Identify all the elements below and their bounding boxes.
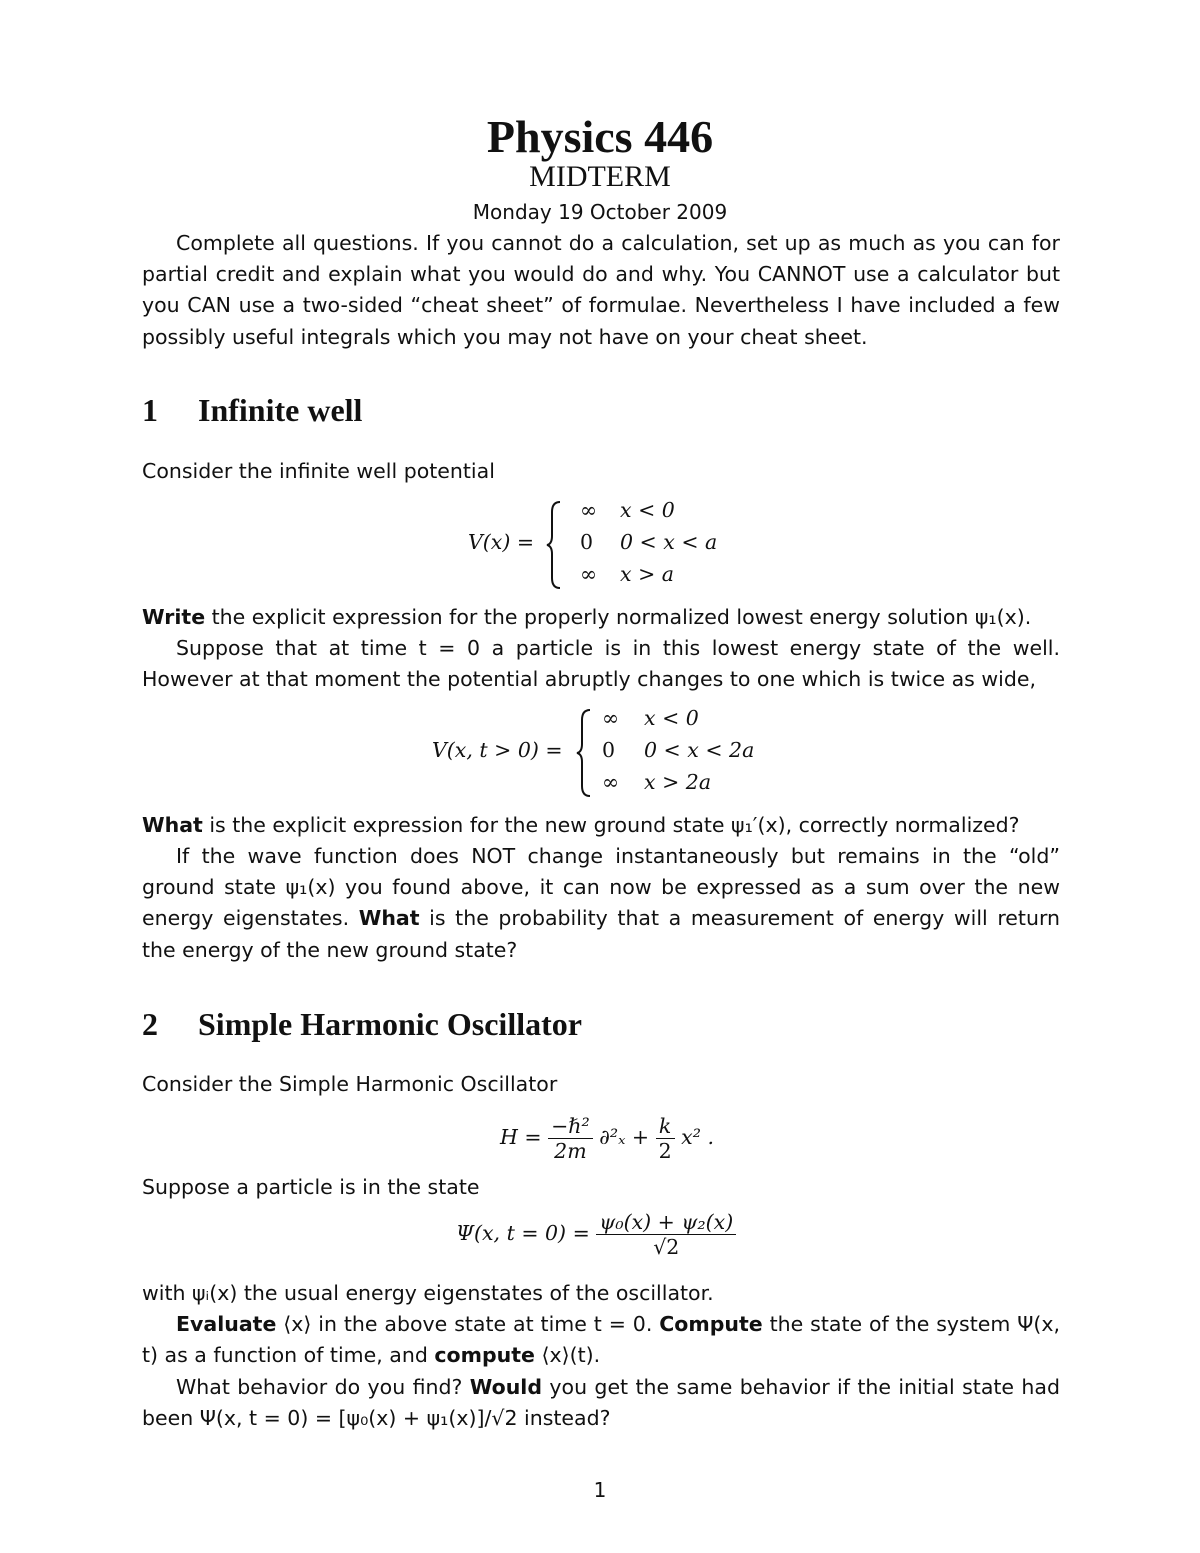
fraction (596, 1210, 736, 1259)
question-5-text-2: you get the same behavior if the initial state had been Ψ(x, t = 0) = [ψ₀(x) + ψ₁(x)]/√2 instead? (142, 1375, 1060, 1431)
case-condition: x > a (620, 562, 674, 586)
question-5 (142, 1372, 1060, 1434)
equation-term: x² . (681, 1125, 714, 1149)
question-4 (142, 1309, 1060, 1371)
equation-lhs: H = (500, 1125, 542, 1149)
section-1-title: Infinite well (198, 392, 363, 428)
instructions-paragraph: Complete all questions. If you cannot do a calculation, set up as much as you can for partial credit and explain what you would do and why. You CANNOT use a calculator but you CAN use a two-sided “cheat sheet” of formulae. Nevertheless I have included a few possibly useful integrals which you may not have on your cheat sheet. (142, 231, 1060, 349)
section-2-paragraph-2: Suppose a particle is in the state (142, 1175, 480, 1199)
fraction (548, 1114, 593, 1163)
keyword-what: What (142, 813, 203, 837)
question-4-text-2: the state of the system Ψ(x, t) as a function of time, and (142, 1312, 1061, 1368)
case-value: ∞ (602, 770, 620, 794)
keyword-write: Write (142, 605, 206, 629)
fraction-numerator: ψ₀(x) + ψ₂(x) (596, 1210, 736, 1235)
question-2-text: is the explicit expression for the new ground state ψ₁′(x), correctly normalized? (202, 813, 1020, 837)
case-value: 0 (580, 530, 594, 554)
equation-term: ∂²ₓ + (599, 1125, 650, 1149)
case-value: ∞ (602, 706, 620, 730)
fraction-denominator: 2 (658, 1139, 672, 1163)
page-number: 1 (593, 1478, 607, 1502)
case-condition: 0 < x < a (620, 530, 718, 554)
case-value: ∞ (580, 562, 598, 586)
question-1 (142, 602, 1060, 633)
equation-lhs: V(x, t > 0) = (432, 738, 563, 762)
keyword-what: What (358, 906, 420, 931)
section-2-intro: Consider the Simple Harmonic Oscillator (142, 1072, 558, 1096)
section-2-number: 2 (142, 1006, 158, 1042)
equation-infinite-well (468, 498, 768, 594)
case-value: 0 (602, 738, 616, 762)
section-2-paragraph-3: with ψᵢ(x) the usual energy eigenstates of the oscillator. (142, 1281, 714, 1305)
section-2-heading (142, 1006, 582, 1043)
keyword-compute: compute (434, 1343, 535, 1368)
keyword-compute: Compute (659, 1312, 763, 1336)
question-2 (142, 810, 1060, 841)
question-4-text-3: ⟨x⟩(t). (534, 1343, 601, 1368)
fraction-denominator: 2m (554, 1139, 587, 1163)
question-3-text-b: is the probability that a measurement of energy will return the energy of the new ground state? (142, 906, 1061, 962)
left-brace-icon (576, 708, 596, 798)
equation-lhs: V(x) = (468, 530, 535, 554)
equation-lhs: Ψ(x, t = 0) = (456, 1221, 590, 1245)
case-condition: x < 0 (644, 706, 699, 730)
question-3 (142, 841, 1060, 966)
section-1-heading (142, 392, 362, 429)
question-3-text-a: If the wave function does NOT change instantaneously but remains in the “old” ground state ψ₁(x) you found above, it can now be expressed as a sum over the new energy eigenstates. (142, 844, 1060, 931)
section-1-paragraph-2: Suppose that at time t = 0 a particle is in this lowest energy state of the well. However at that moment the potential abruptly changes to one which is twice as wide, (142, 636, 1060, 692)
keyword-would: Would (469, 1375, 543, 1399)
fraction (656, 1114, 675, 1163)
equation-wide-well (432, 706, 772, 802)
left-brace-icon (546, 500, 566, 590)
exam-date: Monday 19 October 2009 (472, 200, 728, 224)
question-4-text-1: ⟨x⟩ in the above state at time t = 0. (276, 1312, 660, 1336)
question-1-text: the explicit expression for the properly normalized lowest energy solution ψ₁(x). (205, 605, 1032, 629)
case-condition: x > 2a (644, 770, 712, 794)
fraction-numerator: k (656, 1114, 675, 1139)
page-subtitle: MIDTERM (529, 160, 671, 193)
fraction-denominator: √2 (653, 1235, 680, 1259)
case-value: ∞ (580, 498, 598, 522)
case-condition: 0 < x < 2a (644, 738, 755, 762)
equation-hamiltonian (500, 1114, 760, 1174)
page-title: Physics 446 (486, 111, 714, 162)
keyword-evaluate: Evaluate (176, 1312, 277, 1336)
question-5-text-1: What behavior do you find? (176, 1375, 470, 1399)
section-1-number: 1 (142, 392, 158, 428)
case-condition: x < 0 (620, 498, 675, 522)
equation-initial-state (456, 1210, 756, 1274)
section-1-intro: Consider the infinite well potential (142, 459, 495, 483)
section-2-title: Simple Harmonic Oscillator (198, 1006, 582, 1042)
fraction-numerator: −ℏ² (548, 1114, 593, 1139)
